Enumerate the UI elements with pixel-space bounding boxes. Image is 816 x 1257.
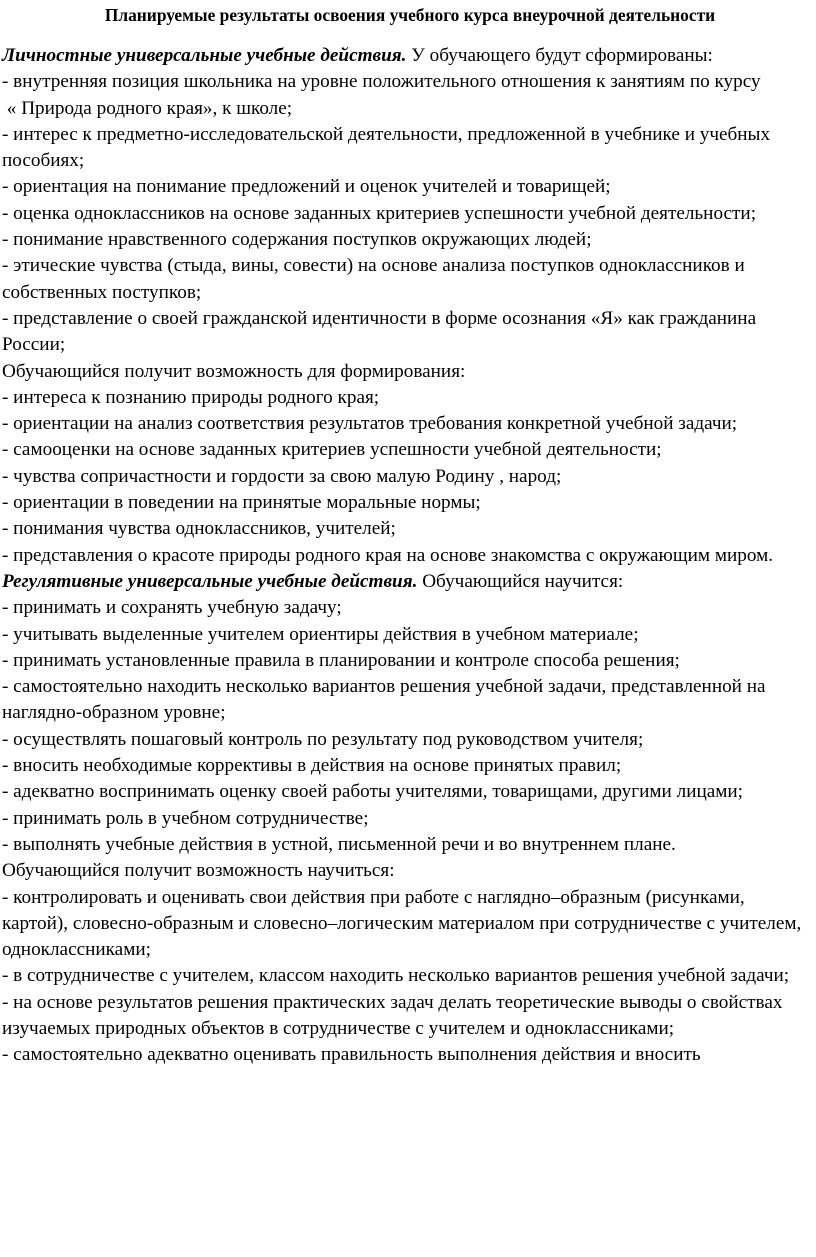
list-item: - адекватно воспринимать оценку своей работы учителями, товарищами, другими лицами;	[2, 781, 743, 803]
list-item: - учитывать выделенные учителем ориентиры действия в учебном материале;	[2, 623, 639, 645]
list-item: - принимать роль в учебном сотрудничестве;	[2, 807, 369, 829]
list-item: - выполнять учебные действия в устной, письменной речи и во внутреннем плане.	[2, 833, 676, 855]
list-item: - в сотрудничестве с учителем, классом находить несколько вариантов решения учебной задачи;	[2, 965, 790, 987]
personal-section-intro-text: У обучающего будут сформированы:	[406, 45, 713, 66]
list-item: - внутренняя позиция школьника на уровне положительного отношения к занятиям по курсу	[2, 71, 761, 93]
list-item: - принимать и сохранять учебную задачу;	[2, 597, 342, 619]
regulatory-section-heading: Регулятивные универсальные учебные действия.	[2, 570, 418, 592]
list-item: - понимание нравственного содержания поступков окружающих людей;	[2, 229, 592, 251]
list-item: - представление о своей гражданской идентичности в форме осознания «Я» как гражданина России;	[2, 307, 757, 356]
list-item: - этические чувства (стыда, вины, совести) на основе анализа поступков одноклассников и собственных поступков;	[2, 255, 745, 303]
list-item: - интереса к познанию природы родного края;	[2, 386, 380, 408]
list-item: - понимания чувства одноклассников, учителей;	[2, 518, 396, 540]
list-item: - самостоятельно находить несколько вариантов решения учебной задачи, представленной на наглядно-образном уровне;	[2, 676, 766, 724]
regulatory-opportunity-heading: Обучающийся получит возможность научиться:	[2, 860, 395, 882]
list-item: - ориентации в поведении на принятые моральные нормы;	[2, 492, 481, 514]
list-item: - вносить необходимые коррективы в действия на основе принятых правил;	[2, 755, 622, 777]
personal-section-intro	[2, 43, 814, 69]
list-item: - интерес к предметно-исследовательской деятельности, предложенной в учебнике и учебных пособиях;	[2, 123, 771, 172]
list-item: - оценка одноклассников на основе заданных критериев успешности учебной деятельности;	[2, 202, 757, 224]
list-item: - на основе результатов решения практических задач делать теоретические выводы о свойствах изучаемых природных объектов в сотрудничестве с учителем и одноклассниками;	[2, 991, 783, 1039]
personal-opportunity-heading: Обучающийся получит возможность для формирования:	[2, 360, 466, 382]
list-item: - представления о красоте природы родного края на основе знакомства с окружающим миром.	[2, 544, 774, 566]
document-body	[2, 43, 814, 1069]
regulatory-section-intro-text: Обучающийся научится:	[417, 570, 624, 592]
personal-section-heading: Личностные универсальные учебные действия.	[2, 45, 407, 66]
list-item: - контролировать и оценивать свои действия при работе с наглядно–образным (рисунками, картой), словесно-образным и словесно–логическим материалом при сотрудничестве с учителем, одноклассниками;	[2, 886, 802, 961]
list-item: - самооценки на основе заданных критериев успешности учебной деятельности;	[2, 439, 662, 461]
list-item: - ориентации на анализ соответствия результатов требования конкретной учебной задачи;	[2, 413, 738, 435]
list-item: « Природа родного края», к школе;	[2, 97, 293, 119]
list-item: - ориентация на понимание предложений и оценок учителей и товарищей;	[2, 176, 611, 198]
document-title: Планируемые результаты освоения учебного курса внеурочной деятельности	[104, 5, 716, 25]
list-item: - осуществлять пошаговый контроль по результату под руководством учителя;	[2, 728, 644, 750]
list-item: - принимать установленные правила в планировании и контроле способа решения;	[2, 649, 680, 671]
list-item: - самостоятельно адекватно оценивать правильность выполнения действия и вносить	[2, 1044, 701, 1066]
regulatory-section-intro	[2, 569, 814, 595]
list-item: - чувства сопричастности и гордости за свою малую Родину , народ;	[2, 465, 562, 487]
